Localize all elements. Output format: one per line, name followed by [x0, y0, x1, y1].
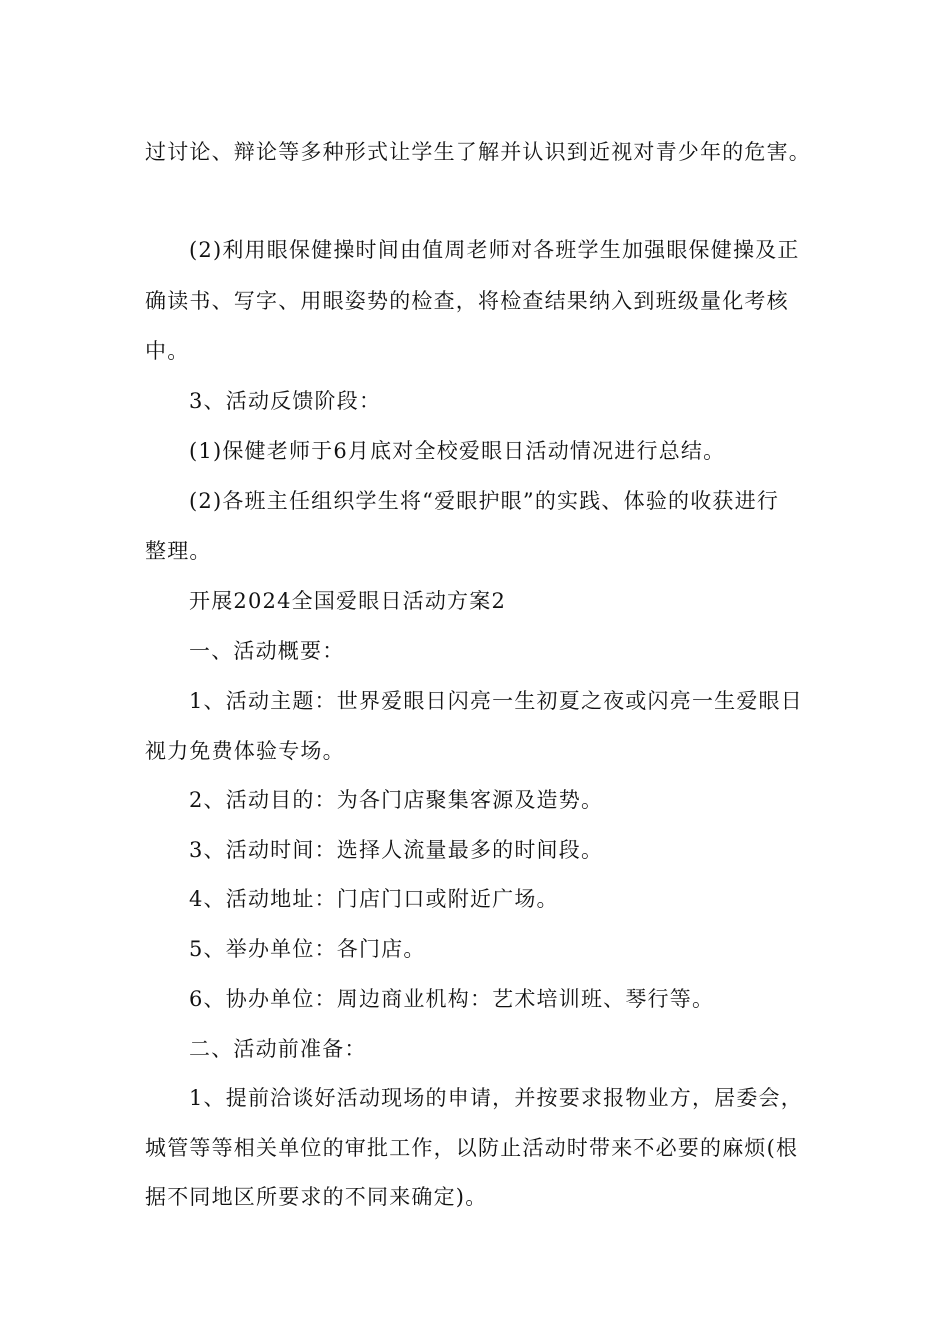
paragraph-line: 1、提前洽谈好活动现场的申请，并按要求报物业方，居委会， — [189, 1086, 803, 1110]
paragraph-line: 整理。 — [145, 539, 212, 563]
paragraph-line: 确读书、写字、用眼姿势的检查，将检查结果纳入到班级量化考核 — [145, 289, 789, 313]
paragraph-line: 城管等等相关单位的审批工作，以防止活动时带来不必要的麻烦(根 — [145, 1136, 799, 1160]
section-heading: 二、活动前准备： — [189, 1037, 367, 1061]
list-item: 4、活动地址：门店门口或附近广场。 — [189, 887, 559, 911]
paragraph-line: (1)保健老师于6月底对全校爱眼日活动情况进行总结。 — [189, 439, 726, 463]
list-item: 3、活动时间：选择人流量最多的时间段。 — [189, 838, 604, 862]
paragraph-line: 过讨论、辩论等多种形式让学生了解并认识到近视对青少年的危害。 — [145, 140, 811, 164]
section-heading: 3、活动反馈阶段： — [189, 389, 382, 413]
paragraph-line: (2)利用眼保健操时间由值周老师对各班学生加强眼保健操及正 — [189, 238, 800, 262]
document-title: 开展2024全国爱眼日活动方案2 — [189, 589, 507, 613]
paragraph-line: 据不同地区所要求的不同来确定)。 — [145, 1185, 488, 1209]
paragraph-line: 中。 — [145, 339, 190, 363]
list-item: 5、举办单位：各门店。 — [189, 937, 426, 961]
section-heading: 一、活动概要： — [189, 639, 345, 663]
paragraph-line: 视力免费体验专场。 — [145, 739, 345, 763]
paragraph-line: (2)各班主任组织学生将“爱眼护眼”的实践、体验的收获进行 — [189, 489, 780, 513]
list-item: 6、协办单位：周边商业机构：艺术培训班、琴行等。 — [189, 987, 715, 1011]
list-item: 2、活动目的：为各门店聚集客源及造势。 — [189, 788, 604, 812]
paragraph-line: 1、活动主题：世界爱眼日闪亮一生初夏之夜或闪亮一生爱眼日 — [189, 689, 803, 713]
